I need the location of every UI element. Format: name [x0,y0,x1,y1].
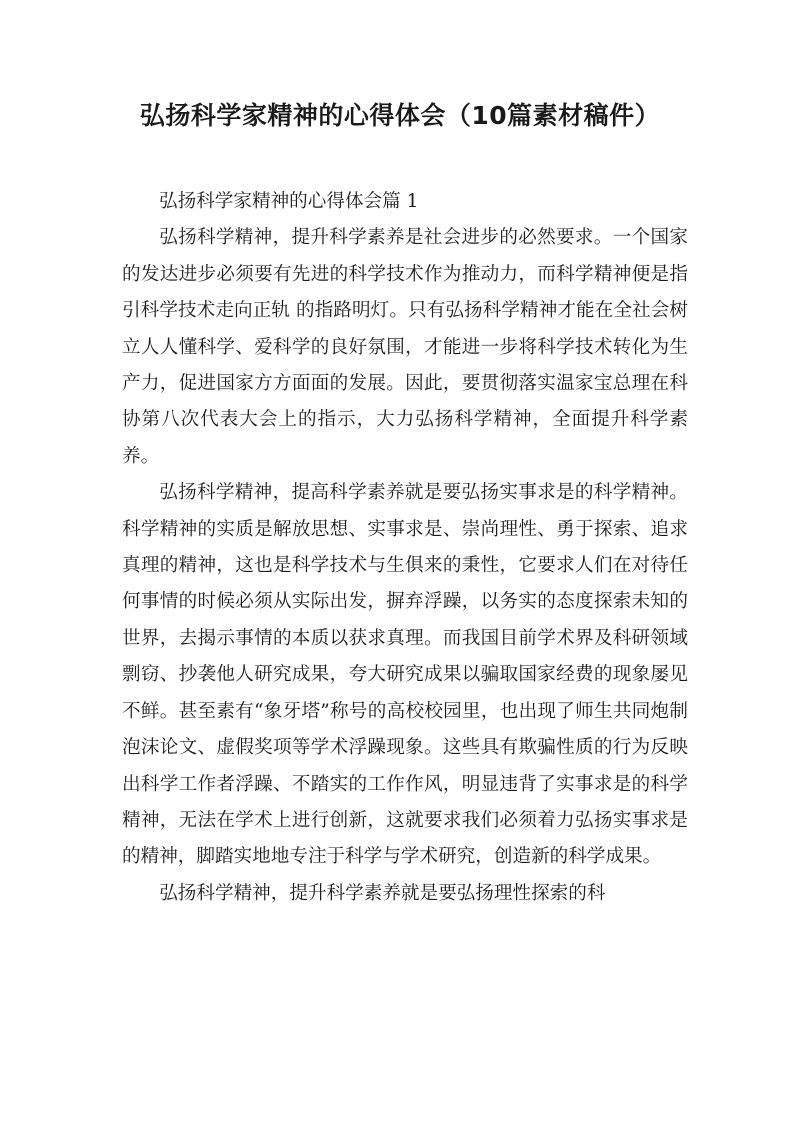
document-body [122,184,688,912]
paragraph: 弘扬科学精神，提升科学素养是社会进步的必然要求。一个国家的发达进步必须要有先进的科学技术作为推动力，而科学精神便是指引科学技术走向正轨 的指路明灯。只有弘扬科学精神才能在全社会树立人人懂科学、爱科学的良好氛围，才能进一步将科学技术转化为生产力，促进国家方方面面的发展。因此，要贯彻落实温家宝总理在科协第八次代表大会上的指示，大力弘扬科学精神，全面提升科学素养。 [122,227,688,467]
document-title: 弘扬科学家精神的心得体会（10篇素材稿件） [139,101,661,130]
section-heading: 弘扬科学家精神的心得体会篇 1 [159,191,419,212]
paragraph: 弘扬科学精神，提高科学素养就是要弘扬实事求是的科学精神。科学精神的实质是解放思想、实事求是、崇尚理性、勇于探索、追求真理的精神，这也是科学技术与生俱来的秉性，它要求人们在对待任何事情的时候必须从实际出发，摒弃浮躁，以务实的态度探索未知的世界，去揭示事情的本质以获求真理。而我国目前学术界及科研领域剽窃、抄袭他人研究成果，夸大研究成果以骗取国家经费的现象屡见不鲜。甚至素有“象牙塔”称号的高校校园里，也出现了师生共同炮制泡沫论文、虚假奖项等学术浮躁现象。这些具有欺骗性质的行为反映出科学工作者浮躁、不踏实的工作作风，明显违背了实事求是的科学精神，无法在学术上进行创新，这就要求我们必须着力弘扬实事求是的精神，脚踏实地地专注于科学与学术研究，创造新的科学成果。 [122,482,688,868]
paragraph: 弘扬科学精神，提升科学素养就是要弘扬理性探索的科 [159,882,606,904]
